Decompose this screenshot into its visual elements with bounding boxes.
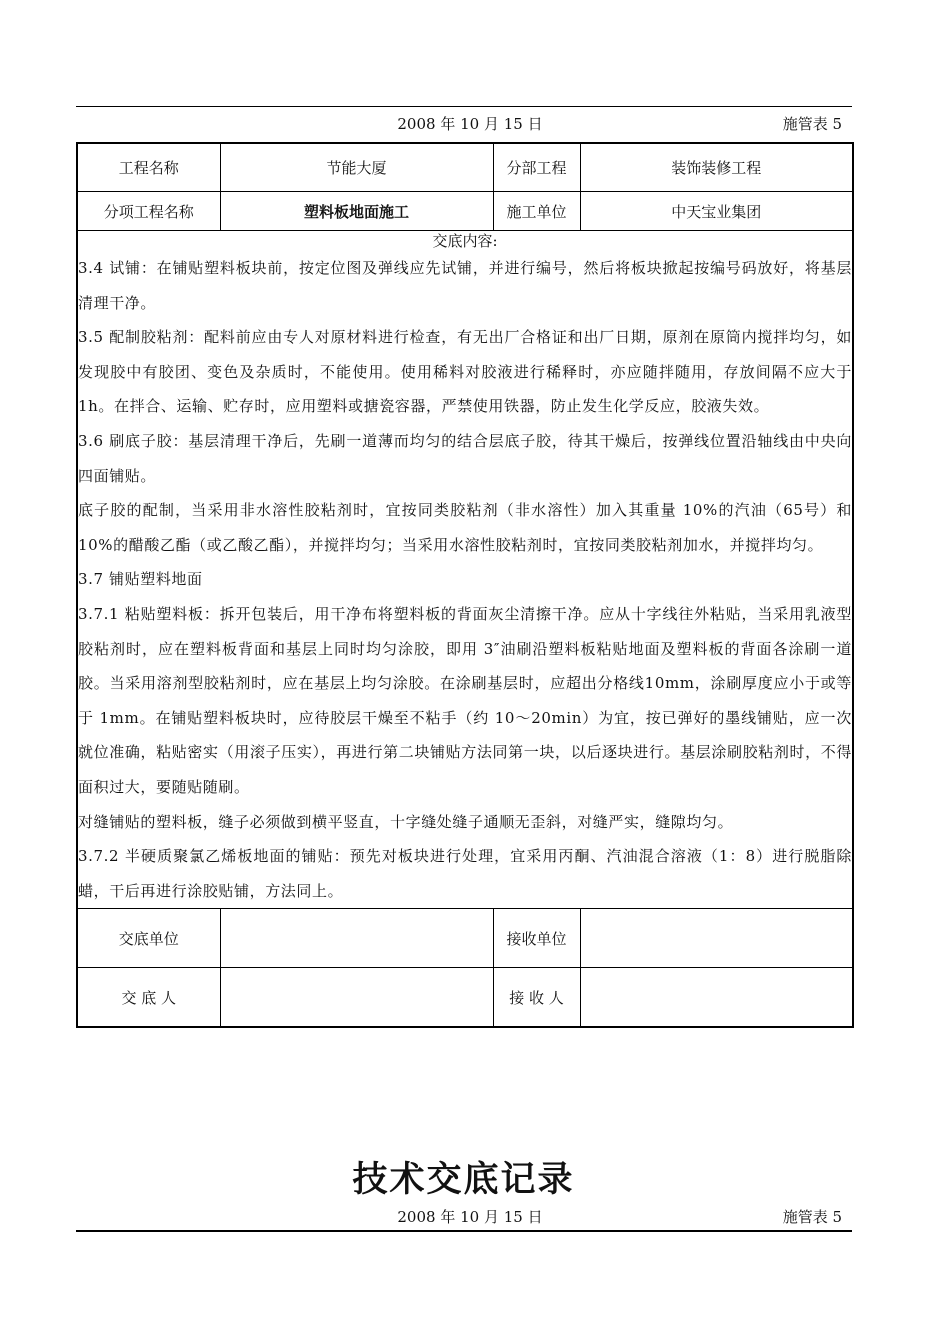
paragraph-3-7-2: 3.7.2 半硬质聚氯乙烯板地面的铺贴：预先对板块进行处理，宜采用丙酮、汽油混合溶液（1：8）进行脱脂除蜡，干后再进行涂胶贴铺，方法同上。 — [78, 847, 853, 900]
paragraph-3-4: 3.4 试铺：在铺贴塑料板块前，按定位图及弹线应先试铺，并进行编号，然后将板块掀起按编号码放好，将基层清理干净。 — [78, 259, 853, 312]
top-rule — [76, 106, 852, 107]
receiving-unit-value — [580, 909, 853, 968]
project-name-value: 节能大厦 — [220, 143, 493, 192]
disclosure-table — [76, 142, 854, 1028]
next-page-title: 技术交底记录 — [352, 1160, 575, 1200]
content-label: 交底内容: — [432, 232, 498, 250]
receiver-value — [580, 968, 853, 1028]
form-number: 施管表 5 — [782, 115, 842, 133]
content-cell — [77, 231, 853, 909]
paragraph-3-7-1: 3.7.1 粘贴塑料板：拆开包装后，用干净布将塑料板的背面灰尘清擦干净。应从十字线往外粘贴，当采用乳液型胶粘剂时，应在塑料板背面和基层上同时均匀涂胶，即用 3″油刷沿塑料板粘贴地面及塑料板的背面各涂刷一道胶。当采用溶剂型胶粘剂时，应在基层上均匀涂胶。在涂刷基层时，应超出分格线10mm，涂刷厚度应小于或等于 1mm。在铺贴塑料板块时，应待胶层干燥至不粘手（约 10～20min）为宜，按已弹好的墨线铺贴，应一次就位准确，粘贴密实（用滚子压实），再进行第二块铺贴方法同第一块，以后逐块进行。基层涂刷胶粘剂时，不得面积过大，要随贴随刷。 — [78, 604, 853, 796]
paragraph-3-6: 3.6 刷底子胶：基层清理干净后，先刷一道薄而均匀的结合层底子胶，待其干燥后，按弹线位置沿轴线由中央向四面铺贴。 — [78, 431, 853, 485]
division-value: 装饰装修工程 — [580, 143, 853, 192]
paragraph-seam-joint: 对缝铺贴的塑料板，缝子必须做到横平竖直，十字缝处缝子通顺无歪斜，对缝严实，缝隙均匀。 — [78, 812, 734, 831]
project-row — [77, 143, 853, 192]
division-label: 分部工程 — [493, 143, 580, 192]
person-row — [77, 968, 853, 1028]
project-name-label: 工程名称 — [77, 143, 220, 192]
receiver-label: 接 收 人 — [493, 968, 580, 1028]
subproject-row — [77, 192, 853, 231]
paragraph-3-7: 3.7 铺贴塑料地面 — [78, 570, 203, 589]
contractor-label: 施工单位 — [493, 192, 580, 231]
next-page-form-number: 施管表 5 — [782, 1208, 842, 1226]
issuer-value — [220, 968, 493, 1028]
issuing-unit-label: 交底单位 — [77, 909, 220, 968]
next-page-date: 2008 年 10 月 15 日 — [397, 1208, 543, 1226]
unit-row — [77, 909, 853, 968]
paragraph-3-5: 3.5 配制胶粘剂：配料前应由专人对原材料进行检查，有无出厂合格证和出厂日期，原剂在原筒内搅拌均匀，如发现胶中有胶团、变色及杂质时，不能使用。使用稀料对胶液进行稀释时，亦应随拌随用，存放间隔不应大于 1h。在拌合、运输、贮存时，应用塑料或搪瓷容器，严禁使用铁器，防止发生化学反应，胶液失效。 — [78, 328, 853, 416]
bottom-rule — [76, 1230, 852, 1232]
subproject-name-value: 塑料板地面施工 — [220, 192, 493, 231]
receiving-unit-label: 接收单位 — [493, 909, 580, 968]
subproject-name-label: 分项工程名称 — [77, 192, 220, 231]
issuing-unit-value — [220, 909, 493, 968]
content-row — [77, 231, 853, 909]
record-date: 2008 年 10 月 15 日 — [397, 115, 543, 133]
paragraph-primer-mix: 底子胶的配制，当采用非水溶性胶粘剂时，宜按同类胶粘剂（非水溶性）加入其重量 10%的汽油（65号）和 10%的醋酸乙酯（或乙酸乙酯），并搅拌均匀；当采用水溶性胶粘剂时，宜按同类胶粘剂加水，并搅拌均匀。 — [78, 501, 853, 554]
contractor-value: 中天宝业集团 — [580, 192, 853, 231]
issuer-label: 交 底 人 — [77, 968, 220, 1028]
